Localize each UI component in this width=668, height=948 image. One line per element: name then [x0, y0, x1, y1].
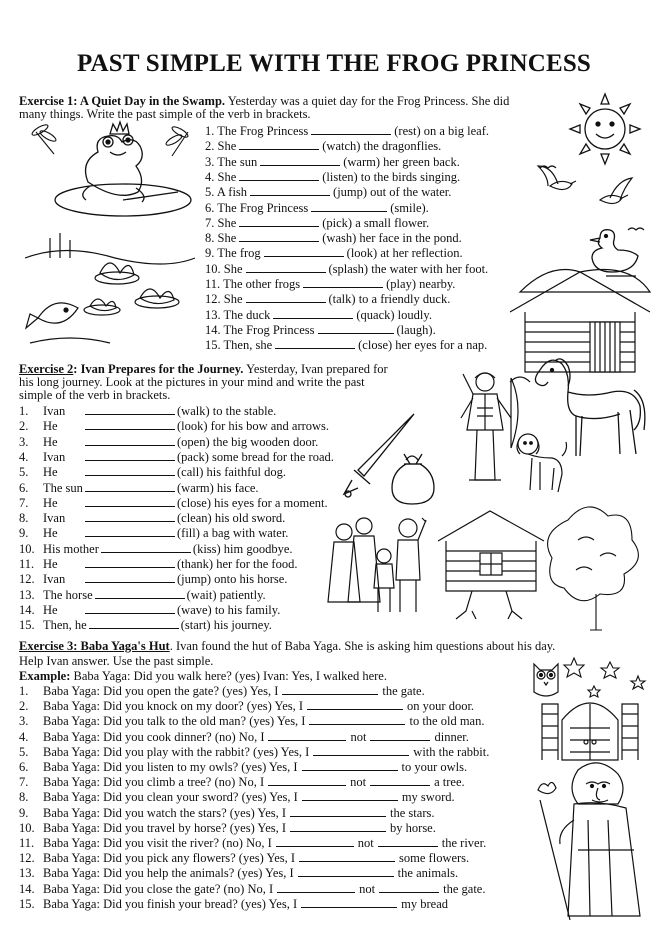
item-subject: She — [217, 169, 237, 184]
list-item — [205, 246, 463, 260]
answer-blank[interactable] — [298, 866, 394, 877]
question-text: Baba Yaga: Did you climb a tree? (no) No, I — [43, 775, 265, 790]
list-item — [19, 603, 280, 617]
answer-blank[interactable] — [311, 201, 387, 212]
list-item — [19, 806, 434, 820]
question-text: Baba Yaga: Did you help the animals? (yes) Yes, I — [43, 866, 294, 881]
answer-blank[interactable] — [85, 435, 175, 446]
item-number: 6. — [19, 760, 29, 774]
list-item — [205, 292, 450, 306]
item-subject: Then, she — [223, 338, 273, 353]
answer-blank[interactable] — [370, 775, 430, 786]
answer-blank[interactable] — [318, 323, 394, 334]
answer-completion: to the old man. — [409, 714, 485, 729]
dog-icon — [512, 428, 568, 494]
list-item — [19, 684, 425, 698]
item-subject: Ivan — [43, 511, 66, 526]
item-subject: Ivan — [43, 572, 66, 587]
question-text: Baba Yaga: Did you listen to my owls? (yes) Yes, I — [43, 760, 298, 774]
item-verb-prompt: (clean) his old sword. — [177, 511, 286, 526]
item-subject: He — [43, 434, 58, 449]
item-verb-prompt: (smile). — [390, 200, 429, 215]
item-number: 15. — [19, 618, 35, 633]
answer-blank[interactable] — [311, 124, 391, 135]
answer-completion: with the rabbit. — [413, 744, 490, 759]
item-number: 11. — [19, 557, 35, 571]
answer-blank[interactable] — [302, 760, 398, 771]
item-subject: The Frog Princess — [223, 322, 315, 337]
item-number: 1. — [19, 684, 29, 698]
item-subject: He — [43, 419, 58, 434]
list-item — [19, 404, 276, 418]
list-item — [19, 618, 272, 632]
answer-blank[interactable] — [268, 775, 346, 786]
answer-blank[interactable] — [85, 450, 175, 461]
item-verb-prompt: (walk) to the stable. — [177, 404, 277, 418]
answer-blank[interactable] — [85, 572, 175, 583]
item-number: 3. — [19, 714, 29, 729]
item-verb-prompt: (close) his eyes for a moment. — [177, 495, 328, 510]
item-number: 13. — [19, 587, 35, 602]
answer-blank[interactable] — [275, 338, 355, 349]
bird-icon — [538, 166, 576, 190]
question-text: Baba Yaga: Did you pick any flowers? (yes) Yes, I — [43, 851, 296, 866]
answer-blank[interactable] — [303, 277, 383, 288]
exercise-3-heading-rest: . Ivan found the hut of Baba Yaga. She is asking him questions about his day. — [169, 639, 556, 653]
item-number: 4. — [19, 449, 29, 464]
answer-completion: by horse. — [390, 820, 436, 835]
star-icon — [631, 676, 645, 689]
chicken-leg-hut-illustration — [432, 505, 550, 625]
answer-blank[interactable] — [246, 262, 326, 273]
list-item — [19, 882, 485, 896]
answer-completion: the gate. — [443, 881, 486, 896]
page-title: PAST SIMPLE WITH THE FROG PRINCESS — [76, 50, 592, 77]
answer-blank[interactable] — [85, 526, 175, 537]
item-verb-prompt: (quack) loudly. — [356, 307, 432, 322]
answer-blank[interactable] — [250, 185, 330, 196]
item-number: 13. — [19, 866, 35, 881]
item-subject: Ivan — [43, 404, 66, 418]
exercise-3-example — [19, 669, 387, 683]
item-number: 3. — [19, 434, 29, 449]
item-subject: She — [217, 139, 237, 154]
answer-blank[interactable] — [246, 292, 326, 303]
item-subject: The sun — [43, 480, 83, 495]
item-subject: Ivan — [43, 449, 66, 464]
answer-blank[interactable] — [268, 730, 346, 741]
answer-blank[interactable] — [85, 603, 175, 614]
answer-blank[interactable] — [290, 806, 386, 817]
list-item — [205, 170, 460, 184]
answer-blank[interactable] — [239, 216, 319, 227]
list-item — [19, 897, 448, 911]
question-text: Baba Yaga: Did you clean your sword? (yes) Yes, I — [43, 790, 298, 805]
list-item — [19, 588, 266, 602]
answer-blank[interactable] — [85, 511, 175, 522]
question-text: Baba Yaga: Did you play with the rabbit? (yes) Yes, I — [43, 744, 310, 759]
example-text: Baba Yaga: Did you walk here? (yes) Ivan: Yes, I walked here. — [70, 669, 387, 683]
exercise-2-heading: Exercise 2 — [19, 362, 74, 376]
item-verb-prompt: (wash) her face in the pond. — [322, 231, 462, 246]
list-item — [19, 572, 287, 586]
item-verb-prompt: (start) his journey. — [180, 618, 272, 633]
item-number: 15. — [205, 338, 221, 353]
sun-icon — [568, 92, 642, 166]
list-item — [205, 323, 436, 337]
question-text: Baba Yaga: Did you talk to the old man? (yes) Yes, I — [43, 714, 306, 729]
item-verb-prompt: (thank) her for the food. — [177, 557, 298, 571]
item-verb-prompt: (splash) the water with her foot. — [328, 261, 489, 276]
answer-blank[interactable] — [313, 745, 409, 756]
list-item — [205, 216, 429, 230]
answer-blank[interactable] — [276, 836, 354, 847]
item-verb-prompt: (play) nearby. — [386, 277, 456, 291]
answer-blank[interactable] — [239, 231, 319, 242]
item-number: 12. — [205, 292, 221, 307]
item-number: 11. — [205, 277, 221, 291]
bread-bag-icon — [388, 450, 438, 506]
item-number: 10. — [19, 541, 35, 556]
item-subject: He — [43, 602, 58, 617]
bird-icon — [600, 178, 632, 204]
item-verb-prompt: (wave) to his family. — [177, 602, 281, 617]
question-text: Baba Yaga: Did you visit the river? (no) No, I — [43, 836, 272, 850]
lotus-and-fish-illustration — [20, 228, 202, 353]
answer-blank[interactable] — [309, 714, 405, 725]
answer-blank[interactable] — [302, 790, 398, 801]
item-number: 6. — [205, 200, 215, 215]
list-item — [19, 866, 458, 880]
item-subject: She — [217, 231, 237, 246]
list-item — [19, 419, 329, 433]
item-number: 10. — [19, 820, 35, 835]
item-number: 1. — [19, 404, 29, 418]
answer-blank[interactable] — [379, 882, 439, 893]
exercise-2-intro-a: Yesterday, Ivan prepared for — [243, 362, 388, 376]
item-number: 2. — [19, 699, 29, 714]
answer-blank[interactable] — [85, 419, 175, 430]
item-subject: The Frog Princess — [217, 200, 309, 215]
answer-blank[interactable] — [277, 882, 355, 893]
list-item — [19, 821, 436, 835]
list-item — [205, 338, 487, 352]
item-subject: He — [43, 557, 58, 571]
item-number: 3. — [205, 154, 215, 169]
list-item — [19, 542, 293, 556]
list-item — [19, 851, 469, 865]
not-word: not — [357, 836, 374, 850]
item-subject: She — [223, 292, 243, 307]
answer-completion: my sword. — [401, 790, 455, 805]
answer-completion: the gate. — [382, 684, 425, 698]
item-verb-prompt: (open) the big wooden door. — [177, 434, 319, 449]
answer-blank[interactable] — [239, 170, 319, 181]
answer-completion: on your door. — [407, 699, 475, 714]
exercise-1-intro-a: Yesterday was a quiet day for the Frog Princess. She did — [225, 94, 510, 108]
list-item — [19, 699, 474, 713]
family-illustration — [326, 512, 428, 617]
list-item — [19, 435, 318, 449]
item-number: 5. — [19, 465, 29, 480]
list-item — [19, 496, 328, 510]
answer-blank[interactable] — [282, 684, 378, 695]
exercise-2-intro — [19, 362, 388, 376]
answer-blank[interactable] — [85, 557, 175, 568]
exercise-2-intro-c: simple of the verb in brackets. — [19, 388, 171, 402]
answer-blank[interactable] — [264, 246, 344, 257]
item-verb-prompt: (pack) some bread for the road. — [177, 449, 334, 464]
item-verb-prompt: (look) for his bow and arrows. — [177, 419, 330, 434]
answer-blank[interactable] — [273, 308, 353, 319]
item-subject: She — [223, 261, 243, 276]
list-item — [19, 450, 334, 464]
quiver-icon — [463, 374, 473, 394]
fish-icon — [26, 303, 78, 328]
item-verb-prompt: (pick) a small flower. — [322, 215, 430, 230]
answer-completion: some flowers. — [399, 851, 470, 866]
question-text: Baba Yaga: Did you travel by horse? (yes) Yes, I — [43, 820, 287, 835]
answer-blank[interactable] — [301, 897, 397, 908]
item-subject: He — [43, 465, 58, 480]
lotus-flower-icon — [84, 299, 120, 315]
list-item — [19, 730, 469, 744]
answer-blank[interactable] — [299, 851, 395, 862]
exercise-3-heading: Exercise 3: Baba Yaga's Hut — [19, 639, 170, 653]
item-subject: The duck — [223, 307, 271, 322]
answer-completion: to your owls. — [401, 760, 468, 774]
dragonfly-icon — [31, 123, 58, 154]
list-item — [205, 277, 455, 291]
item-subject: A fish — [216, 185, 248, 200]
item-verb-prompt: (warm) her green back. — [343, 154, 460, 169]
stone-gate-illustration — [540, 690, 640, 762]
exercise-1-intro — [19, 94, 509, 108]
item-number: 14. — [205, 322, 221, 337]
tree-illustration — [548, 500, 648, 630]
item-subject: His mother — [43, 541, 99, 556]
exercise-1-intro-b: many things. Write the past simple of the verb in brackets. — [19, 107, 311, 121]
item-number: 7. — [205, 215, 215, 230]
answer-blank[interactable] — [85, 404, 175, 415]
item-number: 8. — [19, 511, 29, 526]
example-label: Example: — [19, 669, 71, 683]
answer-completion: the river. — [441, 836, 487, 850]
answer-blank[interactable] — [101, 542, 191, 553]
item-verb-prompt: (warm) his face. — [177, 480, 259, 495]
answer-completion: a tree. — [434, 775, 465, 790]
list-item — [205, 185, 451, 199]
list-item — [19, 760, 467, 774]
item-number: 9. — [19, 805, 29, 820]
list-item — [19, 557, 297, 571]
answer-blank[interactable] — [85, 465, 175, 476]
frog-princess-illustration — [28, 122, 198, 222]
answer-blank[interactable] — [95, 588, 185, 599]
star-icon — [601, 662, 619, 678]
item-number: 11. — [19, 836, 35, 850]
item-verb-prompt: (rest) on a big leaf. — [394, 124, 490, 138]
list-item — [19, 714, 484, 728]
item-number: 15. — [19, 896, 35, 911]
item-subject: The other frogs — [223, 277, 301, 291]
item-verb-prompt: (listen) to the birds singing. — [322, 169, 461, 184]
list-item — [205, 124, 489, 138]
item-subject: The Frog Princess — [217, 124, 309, 138]
item-verb-prompt: (jump) out of the water. — [333, 185, 452, 200]
item-number: 14. — [19, 602, 35, 617]
item-verb-prompt: (laugh). — [396, 322, 436, 337]
item-subject: The sun — [217, 154, 258, 169]
item-number: 8. — [19, 790, 29, 805]
item-verb-prompt: (close) her eyes for a nap. — [358, 338, 488, 353]
list-item — [205, 262, 488, 276]
item-verb-prompt: (kiss) him goodbye. — [192, 541, 293, 556]
item-number: 4. — [205, 169, 215, 184]
list-item — [19, 511, 285, 525]
item-number: 4. — [19, 729, 29, 744]
answer-blank[interactable] — [239, 139, 319, 150]
exercise-1-heading: Exercise 1: A Quiet Day in the Swamp. — [19, 94, 226, 108]
item-number: 9. — [205, 246, 215, 261]
question-text: Baba Yaga: Did you cook dinner? (no) No, I — [43, 729, 265, 744]
dragonfly-icon — [165, 125, 190, 156]
answer-blank[interactable] — [290, 821, 386, 832]
answer-blank[interactable] — [370, 730, 430, 741]
question-text: Baba Yaga: Did you knock on my door? (yes) Yes, I — [43, 699, 304, 714]
item-number: 9. — [19, 526, 29, 541]
question-text: Baba Yaga: Did you close the gate? (no) No, I — [43, 881, 274, 896]
item-subject: The horse — [43, 587, 93, 602]
item-number: 1. — [205, 124, 215, 138]
item-number: 7. — [19, 775, 29, 790]
item-subject: He — [43, 526, 58, 541]
item-verb-prompt: (talk) to a friendly duck. — [328, 292, 451, 307]
list-item — [205, 201, 429, 215]
list-item — [19, 775, 465, 789]
lotus-flower-icon — [95, 263, 139, 284]
item-verb-prompt: (wait) patiently. — [186, 587, 266, 602]
lotus-flower-icon — [135, 289, 179, 308]
item-number: 2. — [19, 419, 29, 434]
item-verb-prompt: (jump) onto his horse. — [177, 572, 288, 587]
list-item — [205, 139, 441, 153]
answer-blank[interactable] — [85, 496, 175, 507]
baba-yaga-illustration — [538, 760, 646, 920]
item-number: 6. — [19, 480, 29, 495]
list-item — [205, 231, 462, 245]
answer-completion: the stars. — [390, 805, 435, 820]
not-word: not — [350, 729, 367, 744]
answer-completion: dinner. — [434, 729, 469, 744]
answer-completion: my bread — [401, 896, 448, 911]
item-number: 12. — [19, 851, 35, 866]
list-item — [205, 308, 432, 322]
question-text: Baba Yaga: Did you finish your bread? (yes) Yes, I — [43, 896, 298, 911]
item-number: 14. — [19, 881, 35, 896]
question-text: Baba Yaga: Did you watch the stars? (yes) Yes, I — [43, 805, 287, 820]
item-verb-prompt: (look) at her reflection. — [346, 246, 463, 261]
item-number: 5. — [19, 744, 29, 759]
list-item — [19, 745, 489, 759]
answer-blank[interactable] — [378, 836, 438, 847]
list-item — [19, 790, 455, 804]
item-subject: Then, he — [43, 618, 87, 633]
item-subject: The frog — [217, 246, 261, 261]
broom-icon — [540, 800, 570, 920]
item-subject: He — [43, 495, 58, 510]
not-word: not — [350, 775, 367, 790]
item-number: 10. — [205, 261, 221, 276]
not-word: not — [359, 881, 376, 896]
question-text: Baba Yaga: Did you open the gate? (yes) Yes, I — [43, 684, 279, 698]
item-number: 12. — [19, 572, 35, 587]
exercise-2-heading-rest: : Ivan Prepares for the Journey. — [73, 362, 244, 376]
item-number: 7. — [19, 495, 29, 510]
item-number: 8. — [205, 231, 215, 246]
answer-blank[interactable] — [89, 618, 179, 629]
answer-completion: the animals. — [397, 866, 459, 881]
list-item — [19, 526, 288, 540]
item-number: 2. — [205, 139, 215, 154]
star-icon — [564, 658, 584, 677]
exercise-2-intro-b: his long journey. Look at the pictures in your mind and write the past — [19, 375, 365, 389]
answer-blank[interactable] — [85, 481, 175, 492]
answer-blank[interactable] — [260, 155, 340, 166]
item-subject: She — [217, 215, 237, 230]
list-item — [19, 836, 486, 850]
list-item — [19, 481, 259, 495]
item-verb-prompt: (fill) a bag with water. — [177, 526, 289, 541]
item-number: 13. — [205, 307, 221, 322]
item-number: 5. — [205, 185, 215, 200]
item-verb-prompt: (watch) the dragonflies. — [322, 139, 442, 154]
list-item — [205, 155, 460, 169]
item-verb-prompt: (call) his faithful dog. — [177, 465, 286, 480]
exercise-3-intro — [19, 639, 555, 653]
answer-blank[interactable] — [307, 699, 403, 710]
exercise-3-intro-b: Help Ivan answer. Use the past simple. — [19, 654, 214, 668]
list-item — [19, 465, 286, 479]
